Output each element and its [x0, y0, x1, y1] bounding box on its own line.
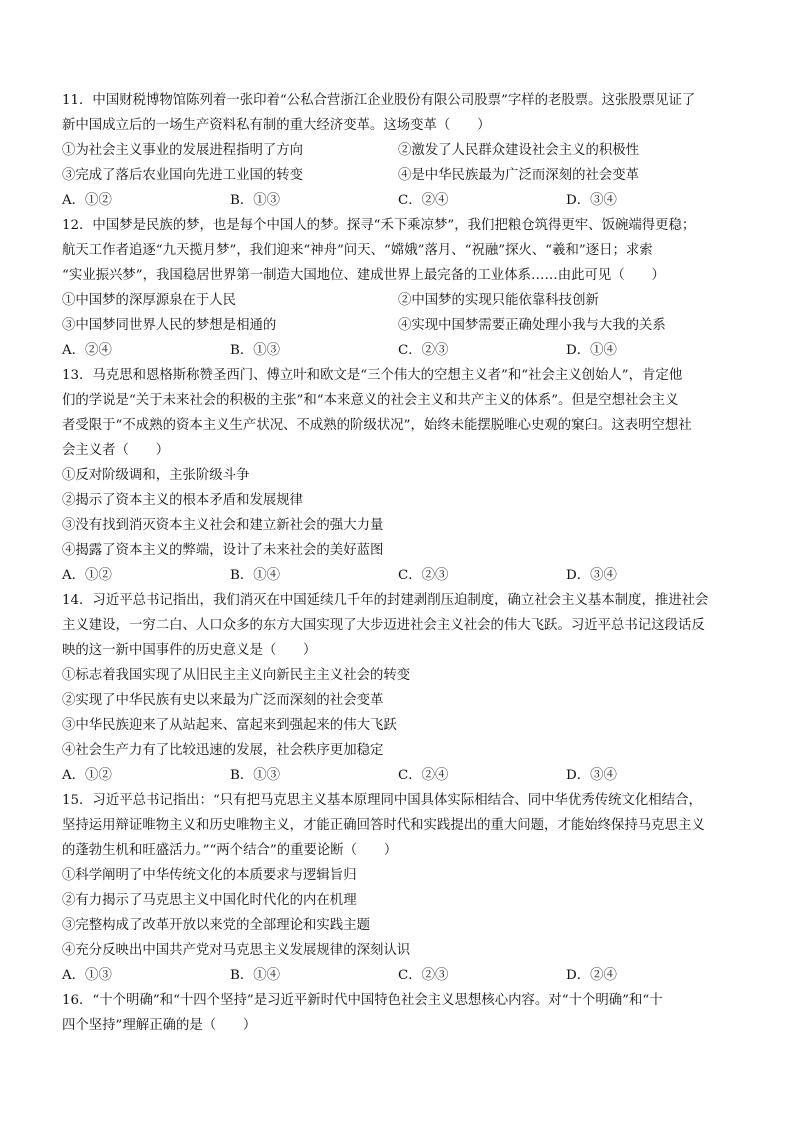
statement-item: ①反对阶级调和，主张阶级斗争	[62, 468, 250, 483]
question-stem-line: 四个坚持”理解正确的是（ ）	[62, 1018, 257, 1033]
choice-b[interactable]: B．①③	[230, 193, 281, 208]
question-stem-line: 航天工作者追逐“九天揽月梦”，我们迎来“神舟”问天、“嫦娥”落月、“祝融”探火、“羲和”逐日；求索	[62, 243, 653, 258]
answer-choices	[62, 563, 742, 588]
statement-item: ③中国梦同世界人民的梦想是相通的	[62, 318, 277, 333]
statement-item: ②激发了人民群众建设社会主义的积极性	[398, 143, 640, 158]
statement-item: ③完整构成了改革开放以来党的全部理论和实践主题	[62, 918, 370, 933]
statement-row	[62, 138, 742, 163]
statement-item: ①为社会主义事业的发展进程指明了方向	[62, 143, 304, 158]
statement-item: ③完成了落后农业国向先进工业国的转变	[62, 168, 304, 183]
exam-page	[62, 88, 742, 1038]
statement-item: ④实现中国梦需要正确处理小我与大我的关系	[398, 318, 666, 333]
statement-row	[62, 163, 742, 188]
choice-a[interactable]: A．①③	[62, 968, 112, 983]
statement-item: ②揭示了资本主义的根本矛盾和发展规律	[62, 493, 304, 508]
question-stem-line: 的蓬勃生机和旺盛活力。”“两个结合”的重要论断（ ）	[62, 843, 398, 858]
question-stem-line: 16．“十个明确”和“十四个坚持”是习近平新时代中国特色社会主义思想核心内容。对“十个明确”和“十	[62, 993, 663, 1008]
statement-item: ②中国梦的实现只能依靠科技创新	[398, 293, 599, 308]
choice-d[interactable]: D．③④	[566, 193, 617, 208]
answer-choices	[62, 338, 742, 363]
question-stem-line: 坚持运用辩证唯物主义和历史唯物主义，才能正确回答时代和实践提出的重大问题，才能始终保持马克思主义	[62, 818, 705, 833]
question-14	[62, 588, 742, 788]
choice-c[interactable]: C．②③	[398, 968, 449, 983]
choice-a[interactable]: A．①②	[62, 193, 112, 208]
answer-choices	[62, 763, 742, 788]
statement-item: ④是中华民族最为广泛而深刻的社会变革	[398, 168, 640, 183]
answer-choices	[62, 188, 742, 213]
question-stem-line: 13．马克思和恩格斯称赞圣西门、傅立叶和欧文是“三个伟大的空想主义者”和“社会主义创始人”，肯定他	[62, 368, 683, 383]
statement-item: ③没有找到消灭资本主义社会和建立新社会的强大力量	[62, 518, 384, 533]
question-stem-line: 11．中国财税博物馆陈列着一张印着“公私合营浙江企业股份有限公司股票”字样的老股票。这张股票见证了	[62, 93, 696, 108]
statement-item: ④社会生产力有了比较迅速的发展，社会秩序更加稳定	[62, 743, 384, 758]
choice-d[interactable]: D．②④	[566, 968, 617, 983]
choice-a[interactable]: A．②④	[62, 343, 112, 358]
question-stem-line: 12．中国梦是民族的梦，也是每个中国人的梦。探寻“禾下乘凉梦”，我们把粮仓筑得更牢、饭碗端得更稳；	[62, 218, 696, 233]
statement-item: ①中国梦的深厚源泉在于人民	[62, 293, 237, 308]
choice-a[interactable]: A．①②	[62, 768, 112, 783]
question-13	[62, 363, 742, 588]
statement-row	[62, 288, 742, 313]
choice-d[interactable]: D．③④	[566, 768, 617, 783]
statement-item: ②有力揭示了马克思主义中国化时代化的内在机理	[62, 893, 357, 908]
question-12	[62, 213, 742, 363]
statement-item: ②实现了中华民族有史以来最为广泛而深刻的社会变革	[62, 693, 384, 708]
statement-item: ①标志着我国实现了从旧民主主义向新民主主义社会的转变	[62, 668, 411, 683]
question-stem-line: 14．习近平总书记指出，我们消灭在中国延续几千年的封建剥削压迫制度，确立社会主义基本制度，推进社会	[62, 593, 709, 608]
choice-c[interactable]: C．②④	[398, 768, 449, 783]
choice-d[interactable]: D．③④	[566, 568, 617, 583]
answer-choices	[62, 963, 742, 988]
question-stem-line: 者受限于“不成熟的资本主义生产状况、不成熟的阶级状况”，始终未能摆脱唯心史观的窠臼。这表明空想社	[62, 418, 692, 433]
choice-b[interactable]: B．①③	[230, 343, 281, 358]
question-stem-line: “实业振兴梦”，我国稳居世界第一制造大国地位、建成世界上最完备的工业体系……由此可见（ ）	[62, 268, 665, 283]
question-11	[62, 88, 742, 213]
question-15	[62, 788, 742, 988]
statement-item: ④揭露了资本主义的弊端，设计了未来社会的美好蓝图	[62, 543, 384, 558]
question-16	[62, 988, 742, 1038]
question-stem-line: 会主义者（ ）	[62, 443, 170, 458]
statement-row	[62, 313, 742, 338]
question-stem-line: 主义建设，一穷二白、人口众多的东方大国实现了大步迈进社会主义社会的伟大飞跃。习近平总书记这段话反	[62, 618, 705, 633]
statement-item: ④充分反映出中国共产党对马克思主义发展规律的深刻认识	[62, 943, 411, 958]
choice-b[interactable]: B．①④	[230, 568, 281, 583]
choice-d[interactable]: D．①④	[566, 343, 617, 358]
question-stem-line: 映的这一新中国事件的历史意义是（ ）	[62, 643, 317, 658]
choice-c[interactable]: C．②④	[398, 193, 449, 208]
question-stem-line: 们的学说是“关于未来社会的积极的主张”和“本来意义的社会主义和共产主义的体系”。但是空想社会主义	[62, 393, 679, 408]
choice-c[interactable]: C．②③	[398, 343, 449, 358]
question-stem-line: 新中国成立后的一场生产资料私有制的重大经济变革。这场变革（ ）	[62, 118, 491, 133]
statement-item: ③中华民族迎来了从站起来、富起来到强起来的伟大飞跃	[62, 718, 397, 733]
choice-a[interactable]: A．①②	[62, 568, 112, 583]
choice-b[interactable]: B．①④	[230, 968, 281, 983]
choice-c[interactable]: C．②③	[398, 568, 449, 583]
statement-item: ①科学阐明了中华传统文化的本质要求与逻辑旨归	[62, 868, 357, 883]
choice-b[interactable]: B．①③	[230, 768, 281, 783]
question-stem-line: 15．习近平总书记指出：“只有把马克思主义基本原理同中国具体实际相结合、同中华优秀传统文化相结合，	[62, 793, 702, 808]
